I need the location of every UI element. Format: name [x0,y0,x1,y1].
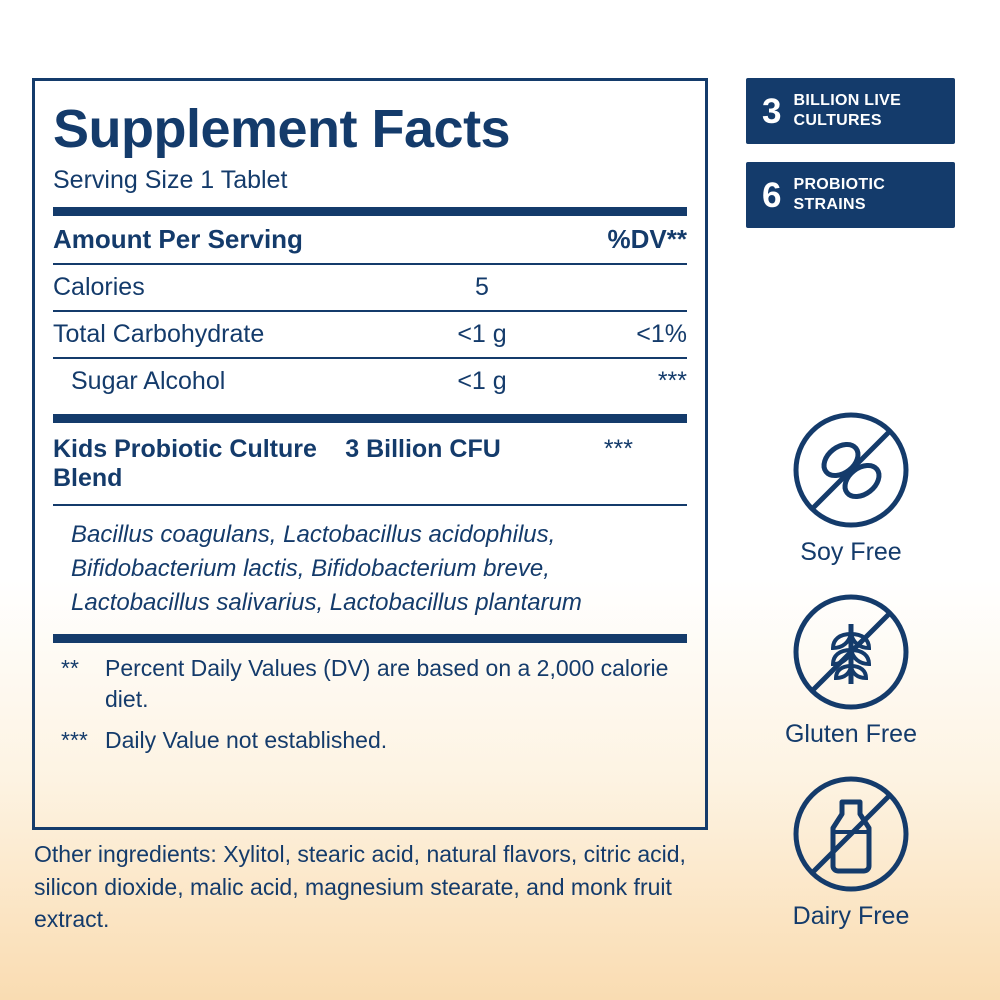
footnote-text: Daily Value not established. [105,727,388,754]
footnote-not-established [53,715,687,756]
nutrient-amount: 5 [475,272,489,301]
gluten-free-icon [789,590,913,714]
probiotic-blend-row [53,423,687,504]
strain-list: Bacillus coagulans, Lactobacillus acidophilus, Bifidobacterium lactis, Bifidobacterium breve, Lactobacillus salivarius, Lactobacillus plantarum [71,520,582,616]
blend-dv: *** [603,434,633,463]
blend-amount: 3 Billion CFU [345,434,501,463]
other-ingredients-text: Other ingredients: Xylitol, stearic acid, natural flavors, citric acid, silicon dioxide, malic acid, magnesium stearate, and monk fruit extract. [34,841,686,933]
badge-text [793,175,885,215]
nutrient-dv: *** [657,366,687,395]
nutrient-name: Total Carbohydrate [53,319,265,348]
footnote-text: Percent Daily Values (DV) are based on a 2,000 calorie diet. [105,654,669,712]
footnote-marker: ** [61,654,79,681]
table-row [53,265,687,310]
divider-thick-top [53,207,687,216]
dairy-free-icon [789,772,913,896]
badge-text-line1: BILLION LIVE [793,92,902,109]
nutrient-name: Calories [53,272,145,301]
amount-per-serving-label: Amount Per Serving [53,223,303,254]
footnote-marker: *** [61,727,88,754]
badge-text-line2: CULTURES [793,112,882,129]
badge-text-line2: STRAINS [793,196,866,213]
gluten-free-caption: Gluten Free [784,720,917,748]
badge-number: 6 [762,175,782,215]
dairy-free-badge [756,772,946,931]
badge-number: 3 [762,91,782,131]
soy-free-caption: Soy Free [800,538,902,566]
gluten-free-badge [756,590,946,749]
nutrient-amount: <1 g [457,366,507,395]
nutrient-dv: <1% [636,319,687,348]
table-header-row [53,216,687,263]
badge-text-line1: PROBIOTIC [793,176,886,193]
table-row [53,359,687,404]
soy-free-icon [789,408,913,532]
soy-free-badge [756,408,946,567]
daily-value-label: %DV** [607,223,687,254]
blend-name: Kids Probiotic Culture Blend [53,434,317,493]
serving-size-text: Serving Size 1 Tablet [53,165,288,194]
nutrient-name: Sugar Alcohol [71,366,226,395]
divider-thick-bottom [53,634,687,643]
badge-billion-live-cultures [746,78,955,144]
badge-probiotic-strains [746,162,955,228]
page-title: Supplement Facts [53,99,511,159]
footnote-dv [53,643,687,715]
nutrient-amount: <1 g [457,319,507,348]
table-row [53,312,687,357]
dairy-free-caption: Dairy Free [792,902,910,930]
divider-thick-middle [53,414,687,423]
supplement-facts-panel [32,78,708,830]
badge-text [793,91,901,131]
